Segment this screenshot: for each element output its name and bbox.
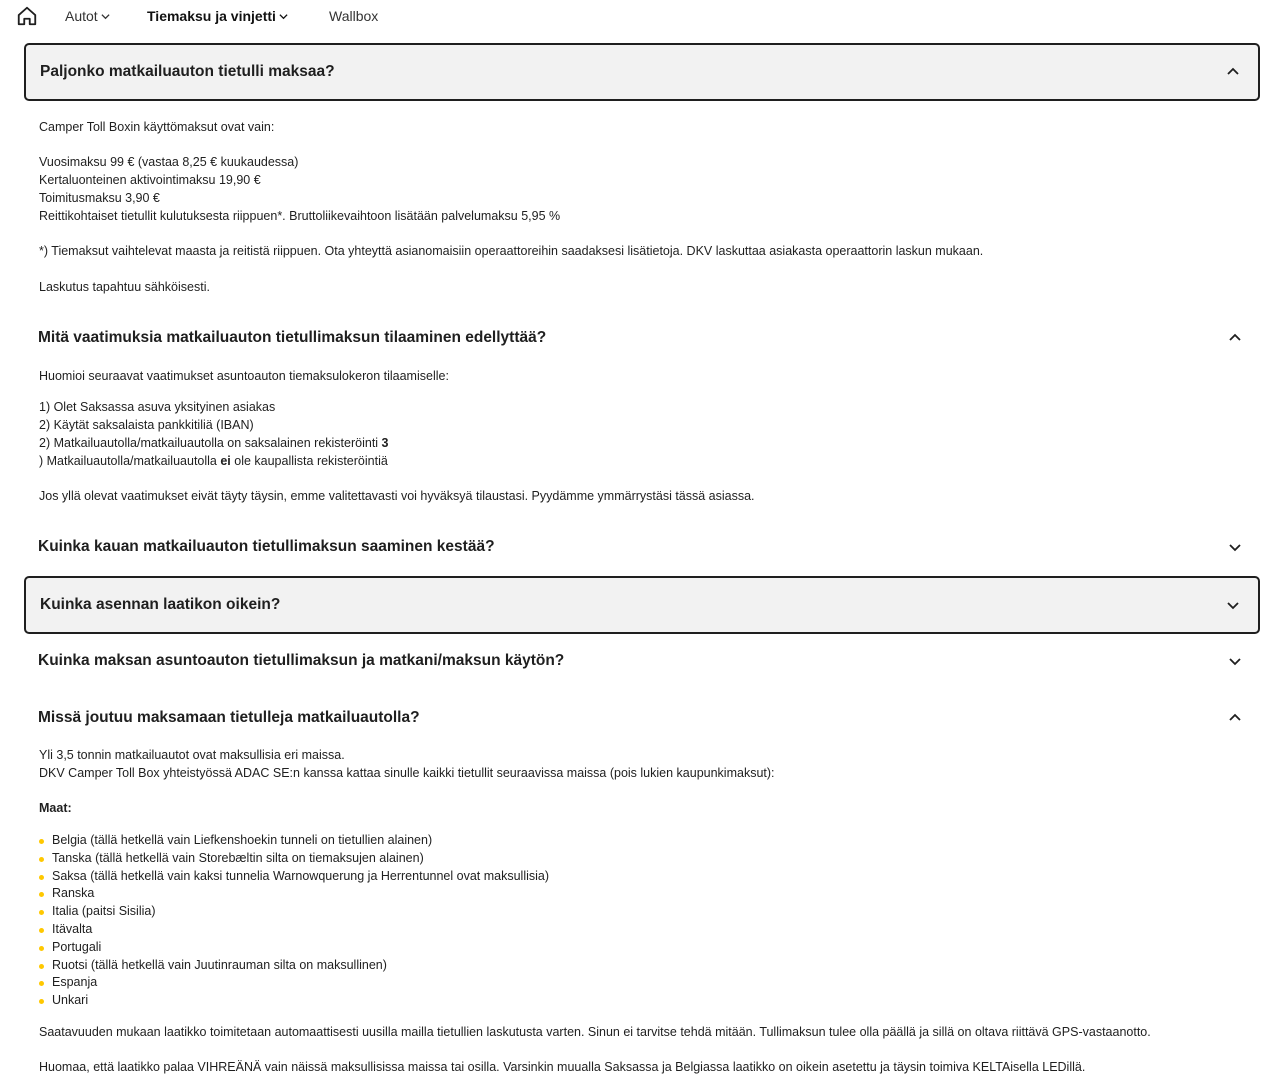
nav-item-tiemaksu[interactable]: Tiemaksu ja vinjetti	[147, 8, 288, 24]
fee-line: Vuosimaksu 99 € (vastaa 8,25 € kuukaudessa)	[39, 155, 299, 169]
country-list	[39, 832, 549, 1010]
faq-answer-text: Saatavuuden mukaan laatikko toimitetaan automaattisesti uusilla mailla tietullien laskutusta varten. Sinun ei tarvitse tehdä mitään. Tullimaksun tulee olla päällä ja sillä on oltava riittävä GPS-vastaanotto.	[39, 1025, 1151, 1039]
fee-line: Kertaluonteinen aktivointimaksu 19,90 €	[39, 173, 261, 187]
faq-header-requirements[interactable]	[24, 309, 1260, 367]
faq-answer-text: Yli 3,5 tonnin matkailuautot ovat maksullisia eri maissa.	[39, 748, 345, 762]
top-nav	[0, 0, 1268, 34]
chevron-up-icon	[1226, 65, 1240, 79]
faq-header-payment[interactable]	[24, 632, 1260, 690]
list-item: Italia (paitsi Sisilia)	[39, 903, 549, 921]
faq-question: Mitä vaatimuksia matkailuauton tietullimaksun tilaaminen edellyttää?	[38, 329, 547, 346]
faq-answer-text: Camper Toll Boxin käyttömaksut ovat vain:	[39, 120, 275, 134]
list-item: Ruotsi (tällä hetkellä vain Juutinrauman silta on maksullinen)	[39, 957, 549, 975]
faq-answer-text: Huomioi seuraavat vaatimukset asuntoauton tiemaksulokeron tilaamiselle:	[39, 369, 449, 383]
list-item: Saksa (tällä hetkellä vain kaksi tunnelia Warnowquerung ja Herrentunnel ovat maksullisia)	[39, 868, 549, 886]
chevron-down-icon	[1228, 654, 1242, 668]
requirement-line: ) Matkailuautolla/matkailuautolla ei ole kaupallista rekisteröintiä	[39, 454, 388, 468]
requirement-line: 2) Käytät saksalaista pankkitiliä (IBAN)	[39, 418, 254, 432]
home-icon[interactable]	[16, 5, 38, 27]
chevron-down-icon	[101, 12, 110, 21]
faq-header-cost[interactable]	[24, 43, 1260, 101]
requirement-line: 1) Olet Saksassa asuva yksityinen asiakas	[39, 400, 276, 414]
nav-item-autot[interactable]: Autot	[65, 8, 110, 24]
list-item: Itävalta	[39, 921, 549, 939]
countries-label: Maat:	[39, 801, 72, 815]
faq-question: Kuinka maksan asuntoauton tietullimaksun ja matkani/maksun käytön?	[38, 652, 565, 669]
faq-footnote: *) Tiemaksut vaihtelevat maasta ja reitistä riippuen. Ota yhteyttä asianomaisiin operaattoreihin saadaksesi lisätietoja. DKV laskuttaa asiakasta operaattorin laskun mukaan.	[39, 244, 984, 258]
nav-item-wallbox[interactable]: Wallbox	[329, 8, 379, 24]
list-item: Ranska	[39, 885, 549, 903]
chevron-up-icon	[1228, 331, 1242, 345]
faq-question: Kuinka kauan matkailuauton tietullimaksun saaminen kestää?	[38, 538, 495, 555]
faq-answer-text: DKV Camper Toll Box yhteistyössä ADAC SE:n kanssa kattaa sinulle kaikki tietullit seuraavissa maissa (pois lukien kaupunkimaksut):	[39, 766, 775, 780]
list-item: Espanja	[39, 974, 549, 992]
list-item: Belgia (tällä hetkellä vain Liefkenshoekin tunneli on tietullien alainen)	[39, 832, 549, 850]
chevron-down-icon	[279, 12, 288, 21]
list-item: Tanska (tällä hetkellä vain Storebæltin silta on tiemaksujen alainen)	[39, 850, 549, 868]
faq-header-countries[interactable]	[24, 689, 1260, 747]
list-item: Portugali	[39, 939, 549, 957]
faq-answer-text: Huomaa, että laatikko palaa VIHREÄNÄ vain näissä maksullisissa maissa tai osilla. Varsinkin muualla Saksassa ja Belgiassa laatikko on oikein asetettu ja täysin toimiva KELTAisella LEDillä.	[39, 1060, 1086, 1074]
faq-header-install[interactable]	[24, 576, 1260, 634]
requirement-line: 2) Matkailuautolla/matkailuautolla on saksalainen rekisteröinti 3	[39, 436, 389, 450]
chevron-down-icon	[1228, 540, 1242, 554]
faq-question: Paljonko matkailuauton tietulli maksaa?	[40, 63, 335, 80]
faq-header-duration[interactable]	[24, 518, 1260, 576]
list-item: Unkari	[39, 992, 549, 1010]
faq-question: Missä joutuu maksamaan tietulleja matkailuautolla?	[38, 709, 420, 726]
faq-question: Kuinka asennan laatikon oikein?	[40, 596, 281, 613]
chevron-up-icon	[1228, 711, 1242, 725]
fee-line: Reittikohtaiset tietullit kulutuksesta riippuen*. Bruttoliikevaihtoon lisätään palvelumaksu 5,95 %	[39, 209, 561, 223]
faq-answer-text: Laskutus tapahtuu sähköisesti.	[39, 280, 210, 294]
chevron-down-icon	[1226, 598, 1240, 612]
faq-answer-text: Jos yllä olevat vaatimukset eivät täyty täysin, emme valitettavasti voi hyväksyä tilaustasi. Pyydämme ymmärrystäsi tässä asiassa.	[39, 489, 755, 503]
fee-line: Toimitusmaksu 3,90 €	[39, 191, 160, 205]
